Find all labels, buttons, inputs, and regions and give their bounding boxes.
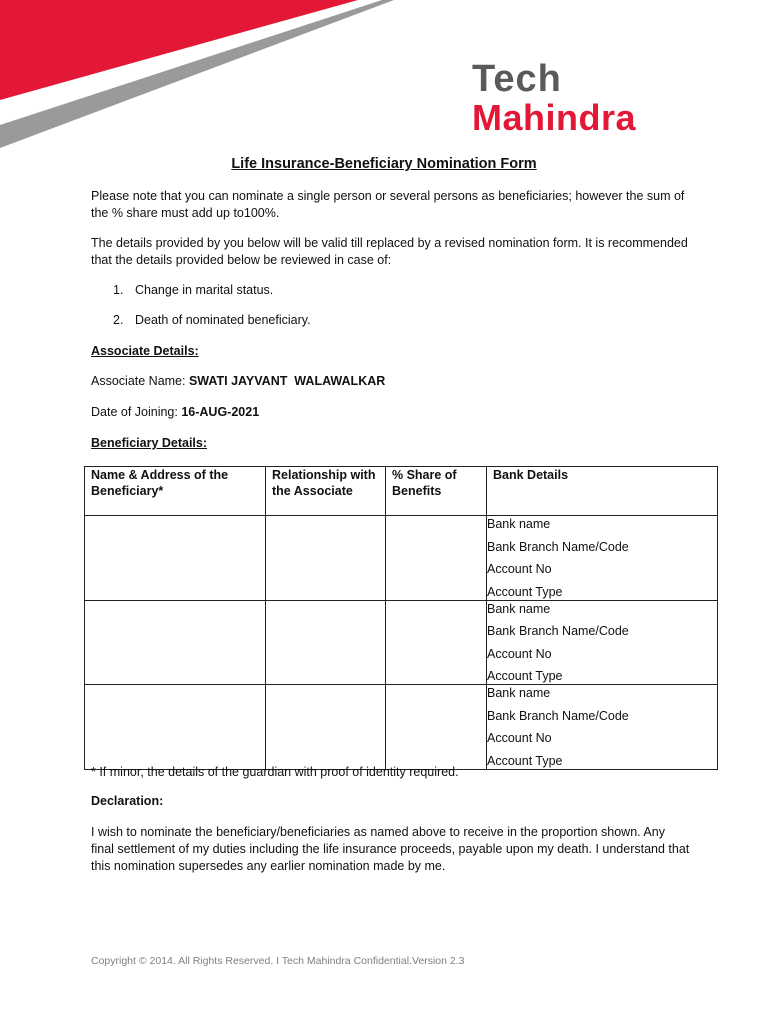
associate-name-label: Associate Name:: [91, 374, 189, 388]
column-header-relationship: Relationship with the Associate: [266, 467, 386, 516]
account-type-label: Account Type: [487, 584, 563, 599]
relationship-cell[interactable]: [266, 600, 386, 685]
relationship-cell[interactable]: [266, 685, 386, 770]
bank-name-label: Bank name: [487, 517, 551, 531]
associate-name-line: [91, 374, 385, 388]
account-no-label: Account No: [487, 731, 552, 745]
intro-paragraph-1: Please note that you can nominate a single person or several persons as beneficiaries; however the sum of the % share must add up to100%.: [91, 189, 685, 220]
beneficiary-table: [84, 466, 718, 770]
beneficiary-name-cell[interactable]: [85, 600, 266, 685]
beneficiary-name-cell[interactable]: [85, 516, 266, 601]
account-no-label: Account No: [487, 646, 552, 661]
bank-details-cell[interactable]: [487, 685, 718, 770]
bank-details-cell[interactable]: [487, 600, 718, 685]
bank-branch-label: Bank Branch Name/Code: [487, 708, 629, 723]
table-row: [85, 685, 718, 770]
account-type-label: Account Type: [487, 753, 563, 768]
date-of-joining-line: [91, 405, 259, 419]
red-banner-shape: [0, 0, 358, 100]
logo-line-mahindra: Mahindra: [472, 97, 637, 138]
list-item: [113, 283, 273, 297]
list-item: [113, 313, 311, 327]
logo-line-tech: Tech: [472, 58, 562, 100]
bank-branch-label: Bank Branch Name/Code: [487, 624, 629, 638]
declaration-heading: Declaration:: [91, 794, 164, 808]
copyright-footer: Copyright © 2014. All Rights Reserved. I Tech Mahindra Confidential.Version 2.3: [91, 955, 465, 967]
list-item-text: Change in marital status.: [135, 283, 274, 297]
table-header-row: [85, 467, 718, 516]
relationship-cell[interactable]: [266, 516, 386, 601]
column-header-name: Name & Address of the Beneficiary*: [85, 467, 266, 516]
share-cell[interactable]: [386, 600, 487, 685]
doj-label: Date of Joining:: [91, 405, 182, 419]
beneficiary-details-heading: Beneficiary Details:: [91, 436, 208, 450]
beneficiary-name-cell[interactable]: [85, 685, 266, 770]
header-decoration: [0, 0, 768, 160]
list-item-number: 1.: [113, 283, 124, 297]
table-row: [85, 600, 718, 685]
doj-value: 16-AUG-2021: [181, 405, 260, 419]
tech-mahindra-logo: [472, 60, 636, 136]
bank-branch-label: Bank Branch Name/Code: [487, 539, 629, 554]
account-no-label: Account No: [487, 562, 552, 576]
intro-paragraph-2: The details provided by you below will be valid till replaced by a revised nomination form. It is recommended that the details provided below be reviewed in case of:: [91, 236, 688, 267]
associate-details-heading: Associate Details:: [91, 344, 199, 358]
share-cell[interactable]: [386, 516, 487, 601]
column-header-share: % Share of Benefits: [386, 467, 487, 516]
column-header-bank: Bank Details: [487, 467, 718, 516]
account-type-label: Account Type: [487, 669, 563, 683]
bank-details-cell[interactable]: [487, 516, 718, 601]
associate-name-value: SWATI JAYVANT WALAWALKAR: [188, 374, 386, 388]
list-item-number: 2.: [113, 313, 124, 327]
bank-name-label: Bank name: [487, 601, 551, 616]
declaration-text: I wish to nominate the beneficiary/beneficiaries as named above to receive in the proportion shown. Any final settlement of my duties including the life insurance proceeds, payable upon my death. I understand that this nomination supersedes any earlier nomination made by me.: [91, 825, 690, 873]
table-row: [85, 516, 718, 601]
list-item-text: Death of nominated beneficiary.: [135, 313, 311, 327]
bank-name-label: Bank name: [487, 686, 551, 700]
guardian-footnote: * If minor, the details of the guardian with proof of identity required.: [91, 765, 459, 779]
share-cell[interactable]: [386, 685, 487, 770]
form-title: Life Insurance-Beneficiary Nomination Form: [231, 156, 537, 172]
